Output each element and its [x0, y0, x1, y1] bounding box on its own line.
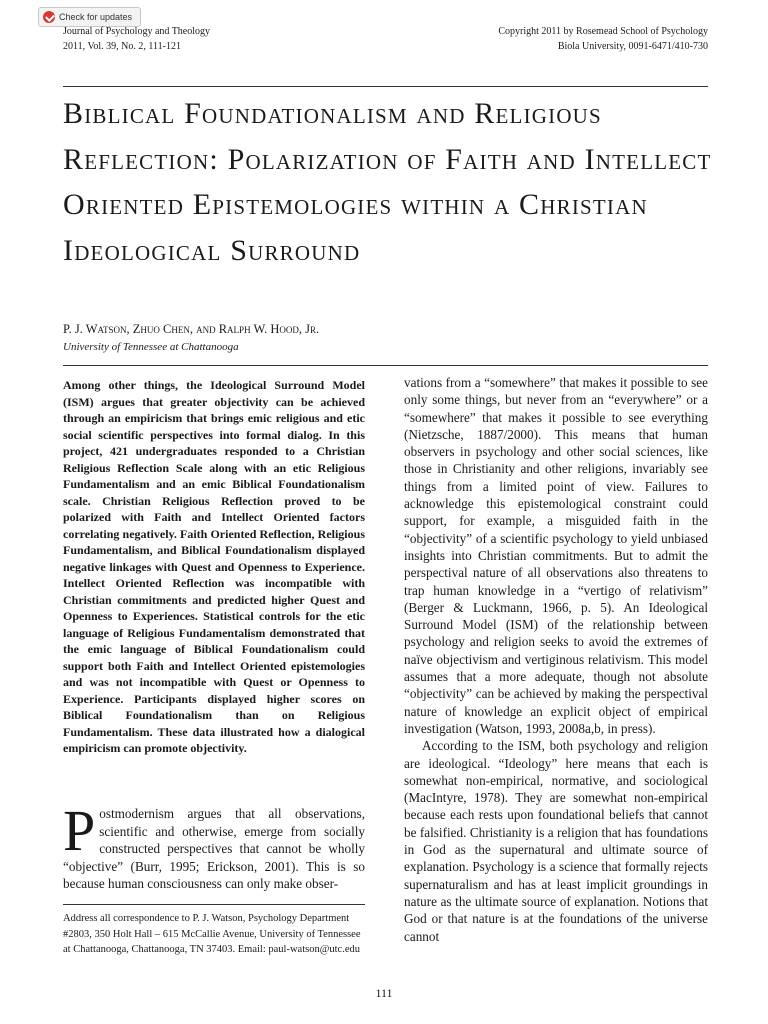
author-affiliation: University of Tennessee at Chattanooga — [63, 341, 239, 353]
check-updates-icon — [43, 11, 55, 23]
journal-volume: 2011, Vol. 39, No. 2, 111-121 — [63, 41, 181, 52]
journal-name: Journal of Psychology and Theology — [63, 26, 211, 37]
intro-text: ostmodernism argues that all observations, scientific and otherwise, emerge from socially constructed perspectives that cannot be wholly “objective” (Burr, 1995; Erickson, 2001). This is so because human consciousness can only make obser- — [63, 806, 365, 891]
abstract: Among other things, the Ideological Surround Model (ISM) argues that greater objectivity can be achieved through an empiricism that brings emic religious and etic social scientific perspectives into formal dialog. In this project, 421 undergraduates responded to a Christian Religious Reflection Scale along with an etic Religious Fundamentalism and an emic Biblical Foundationalism scale. Christian Religious Reflection proved to be polarized with Faith and Intellect Oriented factors correlating negatively. Faith Oriented Reflection, Religious Fundamentalism, and Biblical Foundationalism displayed negative linkages with Quest and Openness to Experience. Intellect Oriented Reflection was incompatible with Christian commitments and predicted higher Quest and Openness to Experiences. Statistical controls for the etic language of Religious Fundamentalism demonstrated that the emic language of Biblical Foundationalism could support both Faith and Intellect Oriented epistemologies and was not incompatible with Quest or Openness to Experience. Participants displayed higher scores on Biblical Foundationalism than on Religious Fundamentalism. These data illustrated how a dialogical empiricism can promote objectivity. — [63, 378, 365, 755]
copyright-line: Copyright 2011 by Rosemead School of Psychology — [498, 26, 708, 37]
body-paragraph-1: vations from a “somewhere” that makes it possible to see only some things, but never from an “everywhere” or a “somewhere” that makes it possible to see everything (Nietzsche, 1887/2000). This means that human observers in psychology and other social sciences, like those in Christianity and other religions, invariably see things from a limited point of view. Failures to acknowledge this epistemological constraint could support, for example, a misguided faith in the “objectivity” of a scientific psychology to yield unbiased insights into Christian commitments. But to admit the perspectival nature of all observations also threatens to trap human knowledge in a “vertigo of relativism” (Berger & Luckmann, 1966, p. 5). An Ideological Surround Model (ISM) of the relationship between psychology and religion seeks to avoid the extremes of naïve objectivism and vertiginous relativism. This model assumes that a more adequate, though not absolute “objectivity” can be achieved by making the perspectival nature of knowledge an explicit object of empirical investigation (Watson, 1993, 2008a,b, in press). — [404, 375, 708, 736]
header-rule — [63, 86, 708, 87]
right-column — [404, 374, 708, 945]
page-number: 111 — [375, 986, 393, 1000]
correspondence-footnote: Address all correspondence to P. J. Watson, Psychology Department #2803, 350 Holt Hall – 615 McCallie Avenue, University of Tennessee at Chattanooga, Chattanooga, TN 37403. Email: paul-watson@utc.edu — [63, 913, 361, 955]
check-for-updates-label: Check for updates — [59, 12, 133, 22]
body-paragraph-2: According to the ISM, both psychology and religion are ideological. “Ideology” here means that each is somewhat non-empirical, normative, and sociological (MacIntyre, 1978). They are somewhat non-empirical because each rests upon foundational beliefs that cannot be falsified. Christianity is a religion that has foundations in God as the supernatural and ultimate source of explanation. Psychology is a science that formally rejects supernaturalism and has at least implicit groundings in nature as the ultimate source of explanation. Notions that God or that nature is at the foundations of the universe cannot — [404, 738, 708, 944]
journal-info — [63, 24, 210, 54]
copyright-info — [498, 24, 708, 54]
footnote-rule — [63, 904, 365, 905]
title-rule — [63, 365, 708, 366]
article-title: Biblical Foundationalism and Religious Reflection: Polarization of Faith and Intellect Oriented Epistemologies within a Christian Ideological Surround — [63, 97, 712, 267]
drop-cap: P — [63, 798, 96, 863]
publisher-line: Biola University, 0091-6471/410-730 — [557, 41, 708, 52]
intro-paragraph — [63, 798, 365, 893]
article-authors: P. J. Watson, Zhuo Chen, and Ralph W. Hood, Jr. — [63, 322, 320, 336]
